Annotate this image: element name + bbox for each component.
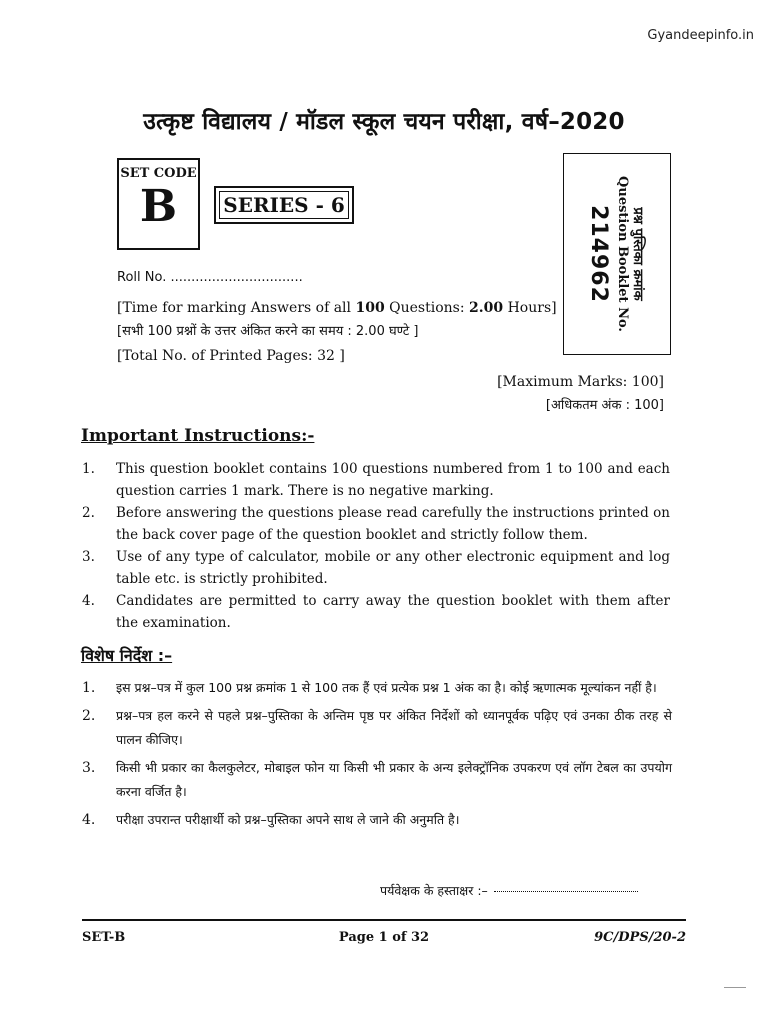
instruction-number: 1.	[82, 461, 95, 477]
hindi-instruction-number: 4.	[82, 812, 96, 828]
instruction-item	[82, 590, 670, 634]
footer-divider	[82, 919, 686, 921]
time-text-middle: Questions:	[384, 300, 470, 316]
instruction-text: Use of any type of calculator, mobile or any other electronic equipment and log table etc. is strictly prohibited.	[116, 549, 670, 587]
time-info	[117, 296, 557, 368]
instructions-heading: Important Instructions:-	[81, 426, 315, 446]
question-booklet-number-box	[563, 153, 671, 355]
maximum-marks	[497, 370, 664, 418]
time-info-english	[117, 296, 557, 320]
scan-edge-mark	[724, 987, 746, 988]
series-box	[214, 186, 354, 224]
instruction-item	[82, 502, 670, 546]
instruction-text: Candidates are permitted to carry away the question booklet with them after the examination.	[116, 593, 670, 631]
footer-paper-code: 9C/DPS/20-2	[594, 930, 686, 945]
hindi-instruction-text: किसी भी प्रकार का कैलकुलेटर, मोबाइल फोन या किसी भी प्रकार के अन्य इलेक्ट्रॉनिक उपकरण एवं लॉग टेबल का उपयोग करना वर्जित है।	[116, 760, 672, 799]
instruction-item	[82, 546, 670, 590]
hindi-instructions-heading: विशेष निर्देश :–	[81, 646, 173, 665]
maximum-marks-english: [Maximum Marks: 100]	[497, 374, 664, 390]
instruction-number: 4.	[82, 593, 95, 609]
page-title: उत्कृष्ट विद्यालय / मॉडल स्कूल चयन परीक्षा, वर्ष–2020	[143, 109, 625, 135]
total-pages: [Total No. of Printed Pages: 32 ]	[117, 348, 345, 364]
set-code-box	[117, 158, 200, 250]
hindi-instruction-item	[82, 676, 672, 700]
instructions-list	[82, 458, 670, 634]
hindi-instruction-number: 2.	[82, 708, 96, 724]
hindi-instructions-list	[82, 676, 672, 836]
roll-number-field: Roll No. ................................	[117, 270, 303, 285]
hindi-instruction-number: 3.	[82, 760, 96, 776]
instruction-number: 2.	[82, 505, 95, 521]
time-info-hindi: [सभी 100 प्रश्नों के उत्तर अंकित करने का समय : 2.00 घण्टे ]	[117, 324, 419, 339]
set-code-letter: B	[139, 181, 178, 232]
hindi-instruction-item	[82, 808, 672, 832]
footer-page-number: Page 1 of 32	[338, 930, 430, 945]
instruction-text: This question booklet contains 100 questions numbered from 1 to 100 and each question carries 1 mark. There is no negative marking.	[116, 461, 670, 499]
maximum-marks-hindi: [अधिकतम अंक : 100]	[545, 398, 664, 413]
hindi-instruction-text: इस प्रश्न–पत्र में कुल 100 प्रश्न क्रमांक 1 से 100 तक हैं एवं प्रत्येक प्रश्न 1 अंक का है। कोई ऋणात्मक मूल्यांकन नहीं है।	[116, 680, 657, 695]
instruction-number: 3.	[82, 549, 95, 565]
time-hours: 2.00	[469, 300, 504, 316]
instruction-item	[82, 458, 670, 502]
hindi-instruction-number: 1.	[82, 680, 96, 696]
time-text-suffix: Hours]	[503, 300, 557, 316]
time-text-prefix: [Time for marking Answers of all	[117, 300, 356, 316]
booklet-label-hindi: प्रश्न पुस्तिका क्रमांक	[630, 207, 645, 301]
hindi-instruction-item	[82, 704, 672, 752]
booklet-label-english: Question Booklet No.	[615, 176, 630, 332]
hindi-instruction-text: प्रश्न–पत्र हल करने से पहले प्रश्न–पुस्तिका के अन्तिम पृष्ठ पर अंकित निर्देशों को ध्यानपूर्वक पढ़िए एवं उनका ठीक तरह से पालन कीजिए।	[116, 708, 672, 747]
signature-label: पर्यवेक्षक के हस्ताक्षर :–	[380, 883, 488, 898]
booklet-number: 214962	[586, 205, 611, 303]
invigilator-signature	[380, 882, 638, 899]
footer-set-code: SET-B	[82, 930, 126, 945]
page-footer	[82, 930, 686, 950]
booklet-rotated-content	[586, 156, 648, 352]
watermark-text: Gyandeepinfo.in	[647, 28, 754, 43]
set-code-label: SET CODE	[120, 166, 197, 181]
signature-line	[494, 891, 638, 892]
question-count: 100	[355, 300, 385, 316]
instruction-text: Before answering the questions please read carefully the instructions printed on the back cover page of the question booklet and strictly follow them.	[116, 505, 670, 543]
series-label: SERIES - 6	[223, 193, 345, 217]
hindi-instruction-item	[82, 756, 672, 804]
hindi-instruction-text: परीक्षा उपरान्त परीक्षार्थी को प्रश्न–पुस्तिका अपने साथ ले जाने की अनुमति है।	[116, 812, 460, 827]
